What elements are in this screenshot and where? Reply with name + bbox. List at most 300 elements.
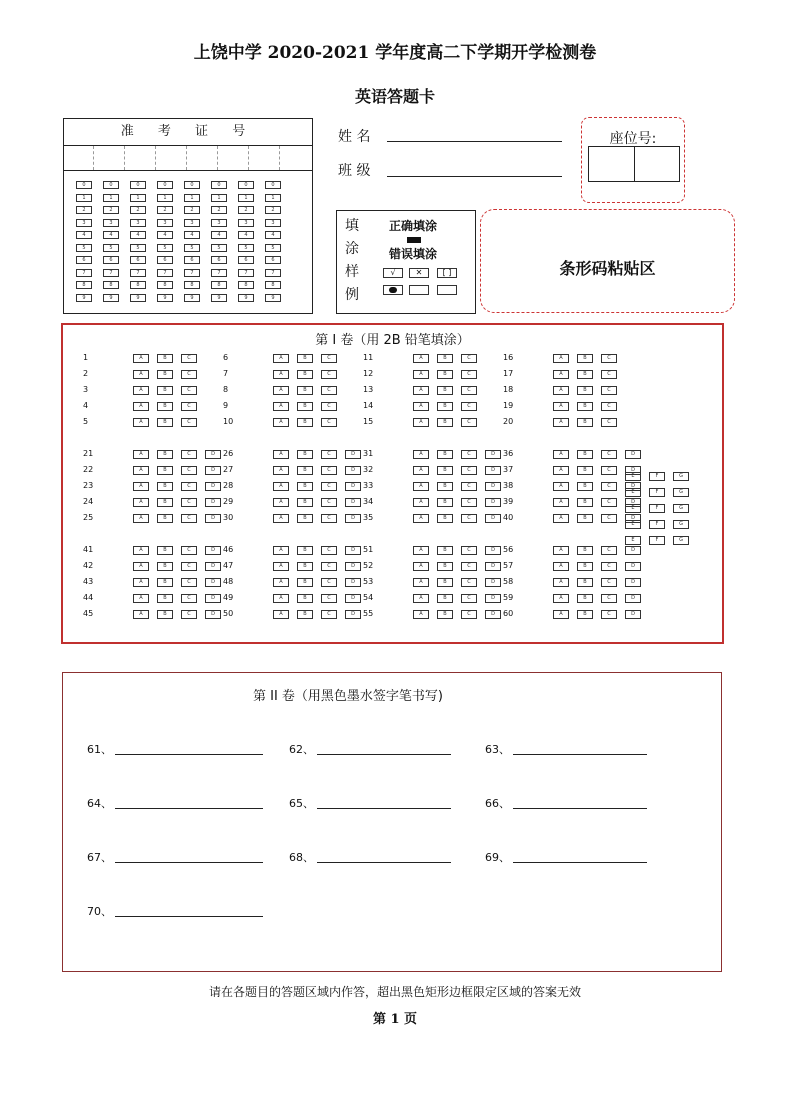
admission-digit-bubble[interactable]: 9 — [184, 294, 200, 302]
admission-digit-bubble[interactable]: 0 — [184, 181, 200, 189]
answer-bubble-b[interactable]: B — [437, 402, 453, 411]
answer-bubble-a[interactable]: A — [133, 594, 149, 603]
answer-bubble-b[interactable]: B — [157, 418, 173, 427]
answer-bubble-c[interactable]: C — [181, 482, 197, 491]
admission-digit-bubble[interactable]: 5 — [157, 244, 173, 252]
answer-bubble-b[interactable]: B — [437, 370, 453, 379]
answer-bubble-c[interactable]: C — [461, 418, 477, 427]
admission-digit-bubble[interactable]: 4 — [130, 231, 146, 239]
answer-bubble-d[interactable]: D — [625, 482, 641, 491]
answer-bubble-a[interactable]: A — [133, 498, 149, 507]
answer-bubble-e[interactable]: E — [625, 488, 641, 497]
answer-bubble-b[interactable]: B — [157, 482, 173, 491]
answer-bubble-c[interactable]: C — [321, 418, 337, 427]
answer-bubble-c[interactable]: C — [181, 578, 197, 587]
admission-digit-bubble[interactable]: 5 — [130, 244, 146, 252]
admission-digit-bubble[interactable]: 9 — [103, 294, 119, 302]
answer-bubble-b[interactable]: B — [297, 578, 313, 587]
admission-digit-bubble[interactable]: 0 — [211, 181, 227, 189]
admission-digit-bubble[interactable]: 1 — [238, 194, 254, 202]
answer-bubble-b[interactable]: B — [297, 418, 313, 427]
answer-bubble-d[interactable]: D — [485, 514, 501, 523]
answer-bubble-b[interactable]: B — [157, 370, 173, 379]
answer-bubble-b[interactable]: B — [157, 578, 173, 587]
admission-digit-bubble[interactable]: 2 — [76, 206, 92, 214]
admission-digit-bubble[interactable]: 4 — [184, 231, 200, 239]
admission-digit-bubble[interactable]: 3 — [130, 219, 146, 227]
answer-bubble-g[interactable]: G — [673, 520, 689, 529]
admission-digit-bubble[interactable]: 0 — [265, 181, 281, 189]
admission-digit-bubble[interactable]: 5 — [211, 244, 227, 252]
answer-bubble-c[interactable]: C — [321, 466, 337, 475]
answer-bubble-b[interactable]: B — [577, 450, 593, 459]
answer-bubble-d[interactable]: D — [345, 482, 361, 491]
answer-bubble-a[interactable]: A — [133, 514, 149, 523]
answer-bubble-a[interactable]: A — [273, 546, 289, 555]
answer-bubble-e[interactable]: E — [625, 536, 641, 545]
answer-bubble-a[interactable]: A — [273, 450, 289, 459]
admission-digit-bubble[interactable]: 6 — [184, 256, 200, 264]
answer-bubble-a[interactable]: A — [133, 562, 149, 571]
answer-bubble-a[interactable]: A — [553, 610, 569, 619]
answer-bubble-b[interactable]: B — [297, 386, 313, 395]
answer-bubble-a[interactable]: A — [553, 466, 569, 475]
answer-bubble-d[interactable]: D — [625, 610, 641, 619]
answer-bubble-d[interactable]: D — [485, 482, 501, 491]
admission-digit-bubble[interactable]: 2 — [157, 206, 173, 214]
answer-bubble-f[interactable]: F — [649, 536, 665, 545]
answer-bubble-d[interactable]: D — [205, 482, 221, 491]
seat-number-input[interactable] — [588, 146, 680, 182]
answer-bubble-c[interactable]: C — [181, 402, 197, 411]
answer-bubble-c[interactable]: C — [461, 482, 477, 491]
admission-digit-bubble[interactable]: 9 — [157, 294, 173, 302]
answer-bubble-d[interactable]: D — [205, 546, 221, 555]
answer-bubble-d[interactable]: D — [485, 466, 501, 475]
answer-bubble-c[interactable]: C — [181, 354, 197, 363]
answer-bubble-c[interactable]: C — [181, 386, 197, 395]
answer-bubble-a[interactable]: A — [273, 370, 289, 379]
answer-bubble-a[interactable]: A — [413, 498, 429, 507]
answer-bubble-b[interactable]: B — [157, 354, 173, 363]
answer-bubble-a[interactable]: A — [133, 578, 149, 587]
answer-bubble-b[interactable]: B — [157, 466, 173, 475]
answer-bubble-b[interactable]: B — [577, 386, 593, 395]
answer-bubble-b[interactable]: B — [437, 498, 453, 507]
answer-bubble-d[interactable]: D — [205, 610, 221, 619]
answer-bubble-d[interactable]: D — [345, 594, 361, 603]
admission-digit-bubble[interactable]: 3 — [238, 219, 254, 227]
admission-digit-bubble[interactable]: 8 — [103, 281, 119, 289]
answer-bubble-a[interactable]: A — [413, 370, 429, 379]
answer-bubble-f[interactable]: F — [649, 488, 665, 497]
answer-bubble-c[interactable]: C — [321, 546, 337, 555]
answer-bubble-c[interactable]: C — [321, 578, 337, 587]
answer-bubble-a[interactable]: A — [413, 594, 429, 603]
admission-digit-bubble[interactable]: 6 — [157, 256, 173, 264]
answer-bubble-c[interactable]: C — [181, 514, 197, 523]
answer-bubble-d[interactable]: D — [205, 466, 221, 475]
answer-bubble-c[interactable]: C — [461, 402, 477, 411]
answer-bubble-a[interactable]: A — [133, 418, 149, 427]
answer-bubble-d[interactable]: D — [485, 562, 501, 571]
admission-digit-bubble[interactable]: 7 — [76, 269, 92, 277]
answer-bubble-c[interactable]: C — [601, 402, 617, 411]
answer-bubble-d[interactable]: D — [625, 514, 641, 523]
answer-bubble-c[interactable]: C — [461, 610, 477, 619]
admission-digit-bubble[interactable]: 5 — [103, 244, 119, 252]
answer-bubble-b[interactable]: B — [157, 514, 173, 523]
answer-bubble-d[interactable]: D — [205, 562, 221, 571]
answer-bubble-d[interactable]: D — [485, 546, 501, 555]
answer-bubble-a[interactable]: A — [273, 594, 289, 603]
answer-bubble-c[interactable]: C — [601, 610, 617, 619]
admission-digit-bubble[interactable]: 9 — [211, 294, 227, 302]
answer-bubble-c[interactable]: C — [601, 594, 617, 603]
answer-bubble-a[interactable]: A — [273, 402, 289, 411]
answer-bubble-d[interactable]: D — [485, 450, 501, 459]
admission-digit-bubble[interactable]: 6 — [76, 256, 92, 264]
answer-bubble-c[interactable]: C — [321, 498, 337, 507]
answer-bubble-d[interactable]: D — [485, 578, 501, 587]
admission-digit-bubble[interactable]: 4 — [76, 231, 92, 239]
admission-digit-bubble[interactable]: 5 — [238, 244, 254, 252]
answer-bubble-b[interactable]: B — [437, 482, 453, 491]
answer-bubble-c[interactable]: C — [181, 546, 197, 555]
admission-digit-bubble[interactable]: 6 — [265, 256, 281, 264]
answer-bubble-b[interactable]: B — [157, 386, 173, 395]
answer-bubble-d[interactable]: D — [625, 450, 641, 459]
answer-bubble-c[interactable]: C — [461, 386, 477, 395]
answer-line[interactable] — [317, 753, 451, 755]
answer-bubble-a[interactable]: A — [553, 514, 569, 523]
admission-digit-bubble[interactable]: 2 — [211, 206, 227, 214]
answer-bubble-b[interactable]: B — [297, 370, 313, 379]
answer-bubble-b[interactable]: B — [577, 514, 593, 523]
admission-digit-bubble[interactable]: 8 — [130, 281, 146, 289]
answer-bubble-c[interactable]: C — [601, 418, 617, 427]
admission-digit-bubble[interactable]: 4 — [265, 231, 281, 239]
answer-bubble-c[interactable]: C — [601, 386, 617, 395]
answer-bubble-a[interactable]: A — [273, 610, 289, 619]
answer-bubble-b[interactable]: B — [577, 578, 593, 587]
admission-digit-bubble[interactable]: 7 — [157, 269, 173, 277]
answer-bubble-a[interactable]: A — [413, 450, 429, 459]
answer-bubble-e[interactable]: E — [625, 472, 641, 481]
admission-digit-bubble[interactable]: 6 — [130, 256, 146, 264]
answer-line[interactable] — [115, 861, 263, 863]
admission-digit-bubble[interactable]: 0 — [157, 181, 173, 189]
answer-bubble-b[interactable]: B — [437, 466, 453, 475]
answer-bubble-g[interactable]: G — [673, 504, 689, 513]
admission-digit-bubble[interactable]: 3 — [211, 219, 227, 227]
answer-bubble-b[interactable]: B — [297, 482, 313, 491]
answer-bubble-d[interactable]: D — [205, 594, 221, 603]
answer-bubble-d[interactable]: D — [345, 498, 361, 507]
answer-bubble-a[interactable]: A — [133, 386, 149, 395]
answer-bubble-g[interactable]: G — [673, 536, 689, 545]
answer-bubble-g[interactable]: G — [673, 488, 689, 497]
answer-bubble-a[interactable]: A — [413, 386, 429, 395]
admission-digit-bubble[interactable]: 8 — [157, 281, 173, 289]
answer-bubble-a[interactable]: A — [553, 354, 569, 363]
answer-bubble-f[interactable]: F — [649, 472, 665, 481]
answer-bubble-d[interactable]: D — [625, 498, 641, 507]
answer-bubble-f[interactable]: F — [649, 520, 665, 529]
admission-digit-bubble[interactable]: 4 — [103, 231, 119, 239]
answer-bubble-b[interactable]: B — [577, 370, 593, 379]
answer-bubble-a[interactable]: A — [273, 482, 289, 491]
answer-bubble-b[interactable]: B — [577, 402, 593, 411]
answer-bubble-b[interactable]: B — [157, 402, 173, 411]
answer-bubble-a[interactable]: A — [413, 610, 429, 619]
answer-bubble-b[interactable]: B — [157, 450, 173, 459]
answer-bubble-a[interactable]: A — [273, 562, 289, 571]
answer-bubble-e[interactable]: E — [625, 504, 641, 513]
answer-bubble-f[interactable]: F — [649, 504, 665, 513]
answer-bubble-c[interactable]: C — [181, 418, 197, 427]
answer-bubble-d[interactable]: D — [345, 578, 361, 587]
answer-bubble-d[interactable]: D — [205, 450, 221, 459]
admission-digit-bubble[interactable]: 1 — [130, 194, 146, 202]
answer-bubble-a[interactable]: A — [413, 354, 429, 363]
answer-bubble-a[interactable]: A — [413, 514, 429, 523]
answer-bubble-d[interactable]: D — [625, 546, 641, 555]
answer-bubble-a[interactable]: A — [273, 466, 289, 475]
admission-digit-bubble[interactable]: 3 — [76, 219, 92, 227]
answer-bubble-a[interactable]: A — [273, 578, 289, 587]
answer-bubble-a[interactable]: A — [553, 418, 569, 427]
answer-bubble-a[interactable]: A — [553, 482, 569, 491]
answer-bubble-c[interactable]: C — [461, 370, 477, 379]
answer-bubble-c[interactable]: C — [601, 466, 617, 475]
admission-digit-bubble[interactable]: 8 — [184, 281, 200, 289]
answer-bubble-b[interactable]: B — [437, 386, 453, 395]
answer-line[interactable] — [115, 753, 263, 755]
answer-bubble-d[interactable]: D — [485, 610, 501, 619]
answer-line[interactable] — [115, 807, 263, 809]
answer-bubble-b[interactable]: B — [577, 594, 593, 603]
answer-bubble-d[interactable]: D — [625, 578, 641, 587]
answer-line[interactable] — [115, 915, 263, 917]
answer-bubble-a[interactable]: A — [553, 498, 569, 507]
answer-bubble-d[interactable]: D — [345, 562, 361, 571]
admission-digit-bubble[interactable]: 2 — [184, 206, 200, 214]
admission-digit-bubble[interactable]: 7 — [130, 269, 146, 277]
answer-bubble-b[interactable]: B — [577, 498, 593, 507]
answer-bubble-a[interactable]: A — [273, 498, 289, 507]
answer-bubble-a[interactable]: A — [553, 402, 569, 411]
answer-bubble-b[interactable]: B — [297, 466, 313, 475]
answer-bubble-b[interactable]: B — [437, 610, 453, 619]
answer-bubble-b[interactable]: B — [577, 546, 593, 555]
answer-bubble-a[interactable]: A — [133, 370, 149, 379]
answer-bubble-a[interactable]: A — [413, 402, 429, 411]
admission-digit-bubble[interactable]: 3 — [157, 219, 173, 227]
answer-bubble-c[interactable]: C — [181, 466, 197, 475]
answer-bubble-c[interactable]: C — [601, 546, 617, 555]
answer-bubble-a[interactable]: A — [133, 482, 149, 491]
answer-bubble-c[interactable]: C — [461, 466, 477, 475]
answer-bubble-b[interactable]: B — [157, 498, 173, 507]
admission-digit-bubble[interactable]: 8 — [265, 281, 281, 289]
answer-bubble-a[interactable]: A — [133, 610, 149, 619]
answer-bubble-c[interactable]: C — [461, 546, 477, 555]
answer-bubble-b[interactable]: B — [157, 546, 173, 555]
admission-digit-bubble[interactable]: 1 — [265, 194, 281, 202]
answer-bubble-d[interactable]: D — [625, 466, 641, 475]
answer-bubble-a[interactable]: A — [413, 482, 429, 491]
answer-bubble-a[interactable]: A — [133, 546, 149, 555]
admission-digit-bubble[interactable]: 7 — [238, 269, 254, 277]
answer-bubble-c[interactable]: C — [601, 482, 617, 491]
answer-bubble-c[interactable]: C — [601, 578, 617, 587]
answer-bubble-c[interactable]: C — [461, 450, 477, 459]
answer-bubble-c[interactable]: C — [181, 370, 197, 379]
admission-digit-bubble[interactable]: 1 — [157, 194, 173, 202]
admission-digit-bubble[interactable]: 8 — [211, 281, 227, 289]
answer-bubble-b[interactable]: B — [297, 562, 313, 571]
answer-bubble-c[interactable]: C — [461, 594, 477, 603]
answer-bubble-a[interactable]: A — [413, 546, 429, 555]
answer-bubble-b[interactable]: B — [577, 418, 593, 427]
admission-digit-bubble[interactable]: 1 — [76, 194, 92, 202]
answer-line[interactable] — [317, 861, 451, 863]
admission-digit-bubble[interactable]: 4 — [157, 231, 173, 239]
admission-digit-bubble[interactable]: 3 — [184, 219, 200, 227]
admission-digit-bubble[interactable]: 0 — [76, 181, 92, 189]
answer-bubble-d[interactable]: D — [485, 498, 501, 507]
answer-bubble-a[interactable]: A — [133, 402, 149, 411]
answer-bubble-c[interactable]: C — [461, 562, 477, 571]
admission-digit-bubble[interactable]: 7 — [265, 269, 281, 277]
answer-bubble-c[interactable]: C — [321, 514, 337, 523]
admission-digit-bubble[interactable]: 6 — [103, 256, 119, 264]
answer-bubble-a[interactable]: A — [413, 578, 429, 587]
answer-bubble-b[interactable]: B — [157, 562, 173, 571]
answer-bubble-a[interactable]: A — [273, 354, 289, 363]
answer-bubble-d[interactable]: D — [205, 578, 221, 587]
answer-bubble-a[interactable]: A — [273, 514, 289, 523]
admission-digit-bubble[interactable]: 3 — [265, 219, 281, 227]
admission-digit-bubble[interactable]: 8 — [238, 281, 254, 289]
answer-bubble-c[interactable]: C — [321, 482, 337, 491]
admission-digit-bubble[interactable]: 4 — [238, 231, 254, 239]
admission-digit-bubble[interactable]: 7 — [211, 269, 227, 277]
answer-bubble-c[interactable]: C — [321, 354, 337, 363]
answer-bubble-e[interactable]: E — [625, 520, 641, 529]
admission-digit-bubble[interactable]: 5 — [265, 244, 281, 252]
answer-bubble-b[interactable]: B — [437, 578, 453, 587]
answer-bubble-b[interactable]: B — [297, 610, 313, 619]
answer-bubble-c[interactable]: C — [461, 514, 477, 523]
answer-bubble-a[interactable]: A — [553, 370, 569, 379]
answer-bubble-b[interactable]: B — [297, 450, 313, 459]
answer-bubble-c[interactable]: C — [181, 450, 197, 459]
answer-bubble-c[interactable]: C — [601, 514, 617, 523]
admission-digit-bubble[interactable]: 6 — [238, 256, 254, 264]
answer-bubble-c[interactable]: C — [321, 402, 337, 411]
answer-bubble-c[interactable]: C — [321, 594, 337, 603]
answer-bubble-c[interactable]: C — [461, 578, 477, 587]
answer-bubble-a[interactable]: A — [553, 546, 569, 555]
answer-bubble-b[interactable]: B — [297, 546, 313, 555]
answer-bubble-d[interactable]: D — [345, 514, 361, 523]
answer-bubble-b[interactable]: B — [577, 562, 593, 571]
answer-bubble-d[interactable]: D — [625, 594, 641, 603]
admission-digit-bubble[interactable]: 7 — [184, 269, 200, 277]
answer-bubble-a[interactable]: A — [553, 450, 569, 459]
answer-bubble-b[interactable]: B — [157, 594, 173, 603]
answer-bubble-c[interactable]: C — [461, 354, 477, 363]
answer-bubble-g[interactable]: G — [673, 472, 689, 481]
answer-line[interactable] — [317, 807, 451, 809]
answer-bubble-d[interactable]: D — [625, 562, 641, 571]
answer-bubble-c[interactable]: C — [181, 498, 197, 507]
answer-bubble-c[interactable]: C — [601, 562, 617, 571]
admission-digit-bubble[interactable]: 2 — [238, 206, 254, 214]
answer-bubble-a[interactable]: A — [273, 386, 289, 395]
answer-bubble-d[interactable]: D — [485, 594, 501, 603]
answer-bubble-a[interactable]: A — [553, 386, 569, 395]
answer-bubble-a[interactable]: A — [413, 562, 429, 571]
name-line[interactable] — [387, 141, 562, 142]
answer-bubble-c[interactable]: C — [181, 594, 197, 603]
admission-digit-bubble[interactable]: 0 — [103, 181, 119, 189]
admission-digit-bubble[interactable]: 1 — [103, 194, 119, 202]
answer-bubble-c[interactable]: C — [601, 354, 617, 363]
answer-bubble-b[interactable]: B — [437, 418, 453, 427]
answer-bubble-b[interactable]: B — [297, 594, 313, 603]
admission-number-input-row[interactable] — [64, 146, 312, 171]
answer-bubble-b[interactable]: B — [297, 514, 313, 523]
answer-bubble-b[interactable]: B — [577, 466, 593, 475]
admission-digit-bubble[interactable]: 5 — [184, 244, 200, 252]
answer-bubble-d[interactable]: D — [205, 514, 221, 523]
answer-bubble-c[interactable]: C — [461, 498, 477, 507]
admission-digit-bubble[interactable]: 7 — [103, 269, 119, 277]
answer-bubble-b[interactable]: B — [437, 594, 453, 603]
admission-digit-bubble[interactable]: 9 — [265, 294, 281, 302]
admission-digit-bubble[interactable]: 9 — [238, 294, 254, 302]
answer-bubble-b[interactable]: B — [577, 610, 593, 619]
answer-bubble-c[interactable]: C — [601, 498, 617, 507]
answer-bubble-a[interactable]: A — [553, 594, 569, 603]
admission-digit-bubble[interactable]: 1 — [184, 194, 200, 202]
admission-digit-bubble[interactable]: 9 — [130, 294, 146, 302]
answer-bubble-b[interactable]: B — [577, 482, 593, 491]
answer-bubble-c[interactable]: C — [321, 386, 337, 395]
answer-bubble-b[interactable]: B — [297, 498, 313, 507]
answer-bubble-b[interactable]: B — [437, 354, 453, 363]
answer-bubble-b[interactable]: B — [437, 546, 453, 555]
answer-bubble-c[interactable]: C — [321, 450, 337, 459]
answer-bubble-a[interactable]: A — [273, 418, 289, 427]
answer-line[interactable] — [513, 807, 647, 809]
admission-digit-bubble[interactable]: 2 — [265, 206, 281, 214]
class-line[interactable] — [387, 176, 562, 177]
answer-line[interactable] — [513, 753, 647, 755]
admission-digit-bubble[interactable]: 2 — [130, 206, 146, 214]
answer-bubble-a[interactable]: A — [133, 466, 149, 475]
answer-bubble-b[interactable]: B — [437, 562, 453, 571]
answer-bubble-a[interactable]: A — [133, 354, 149, 363]
answer-bubble-a[interactable]: A — [413, 466, 429, 475]
admission-digit-bubble[interactable]: 0 — [130, 181, 146, 189]
answer-bubble-c[interactable]: C — [181, 610, 197, 619]
answer-line[interactable] — [513, 861, 647, 863]
answer-bubble-b[interactable]: B — [157, 610, 173, 619]
